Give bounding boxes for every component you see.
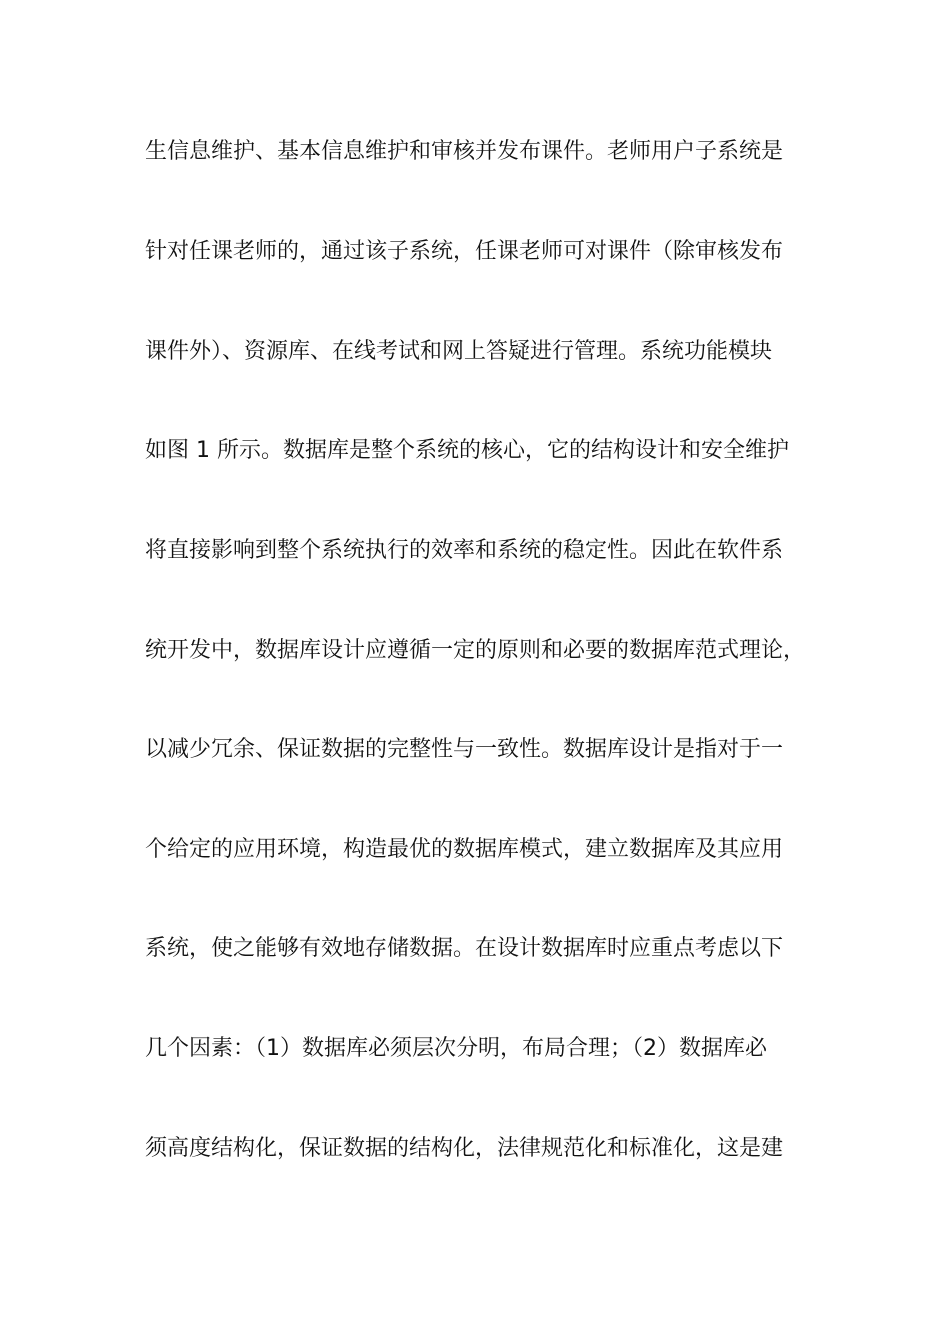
paragraph-line: 系统，使之能够有效地存储数据。在设计数据库时应重点考虑以下 (145, 936, 784, 961)
paragraph-line: 将直接影响到整个系统执行的效率和系统的稳定性。因此在软件系 (145, 538, 784, 563)
paragraph-line: 课件外）、资源库、在线考试和网上答疑进行管理。系统功能模块 (145, 339, 773, 364)
paragraph-line: 以减少冗余、保证数据的完整性与一致性。数据库设计是指对于一 (145, 737, 784, 762)
paragraph-line: 须高度结构化，保证数据的结构化，法律规范化和标准化，这是建 (145, 1136, 784, 1161)
paragraph-line: 如图 1 所示。数据库是整个系统的核心，它的结构设计和安全维护 (145, 438, 789, 463)
paragraph-line: 个给定的应用环境，构造最优的数据库模式，建立数据库及其应用 (145, 837, 784, 862)
paragraph-line: 几个因素：（1）数据库必须层次分明，布局合理；（2）数据库必 (145, 1036, 767, 1061)
paragraph-line: 统开发中，数据库设计应遵循一定的原则和必要的数据库范式理论， (145, 638, 806, 663)
paragraph-line: 生信息维护、基本信息维护和审核并发布课件。老师用户子系统是 (145, 139, 784, 164)
paragraph-line: 针对任课老师的，通过该子系统，任课老师可对课件（除审核发布 (145, 239, 784, 264)
